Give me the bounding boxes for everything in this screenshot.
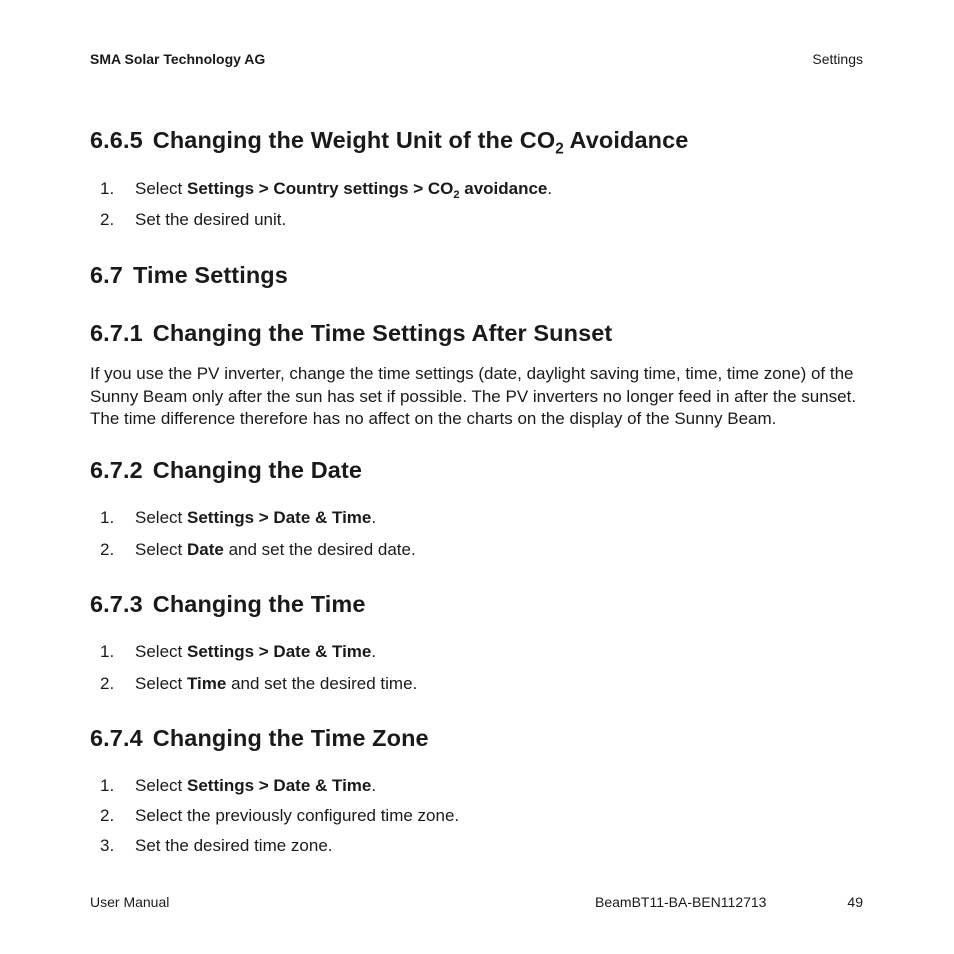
heading-number: 6.7.4 [90, 725, 143, 751]
step-item: 2. Select the previously configured time zone. [100, 806, 460, 825]
heading-title-end: Avoidance [563, 127, 689, 153]
menu-path: Settings > Date & Time [186, 508, 372, 527]
menu-path: Settings > Date & Time [186, 776, 372, 795]
footer-page-number: 49 [847, 894, 863, 910]
heading-title: Changing the Time Zone [152, 725, 429, 751]
step-item: 3. Set the desired time zone. [100, 836, 333, 855]
heading-title: Changing the Date [152, 457, 363, 483]
menu-path: Settings > Date & Time [186, 642, 372, 661]
heading-6-7-1 [90, 320, 612, 347]
heading-title: Changing the Weight Unit of the CO [152, 127, 556, 153]
heading-number: 6.7.1 [90, 320, 143, 346]
step-item: 2. Select Date and set the desired date. [100, 540, 416, 559]
header-section: Settings [812, 51, 863, 67]
heading-subscript: 2 [555, 140, 564, 158]
heading-6-7-2 [90, 457, 362, 484]
step-item: 2. Set the desired unit. [100, 210, 287, 229]
step-item: 2. Select Time and set the desired time. [100, 674, 418, 693]
heading-title: Changing the Time Settings After Sunset [152, 320, 613, 346]
footer-doc-code: BeamBT11-BA-BEN112713 [595, 894, 767, 910]
header-company: SMA Solar Technology AG [90, 51, 266, 67]
heading-number: 6.6.5 [90, 127, 143, 153]
heading-number: 6.7.3 [90, 591, 143, 617]
footer-doc-type: User Manual [90, 894, 170, 910]
step-item: 1. Select Settings > Date & Time. [100, 508, 377, 527]
heading-6-7-4 [90, 725, 429, 752]
menu-item: Date [186, 540, 224, 559]
heading-6-7 [90, 262, 288, 289]
heading-title: Time Settings [132, 262, 288, 288]
step-item: 1. Select Settings > Date & Time. [100, 776, 377, 795]
menu-item: Time [186, 674, 227, 693]
step-item: 1. Select Settings > Date & Time. [100, 642, 377, 661]
heading-title: Changing the Time [152, 591, 366, 617]
menu-path: Settings > Country settings > $CO_2$ avoidance [186, 179, 548, 201]
heading-number: 6.7 [90, 262, 123, 288]
heading-6-7-3 [90, 591, 366, 618]
body-paragraph: If you use the PV inverter, change the time settings (date, daylight saving time, time, time zone) of the Sunny Beam only after the sun has set if possible. The PV inverters no longer feed in after the sunset. The time difference therefore has no affect on the charts on the display of the Sunny Beam. [90, 364, 857, 428]
heading-6-6-5 [90, 127, 689, 158]
step-item: 1. Select Settings > Country settings > $CO_2$ avoidance. [100, 179, 553, 201]
heading-number: 6.7.2 [90, 457, 143, 483]
